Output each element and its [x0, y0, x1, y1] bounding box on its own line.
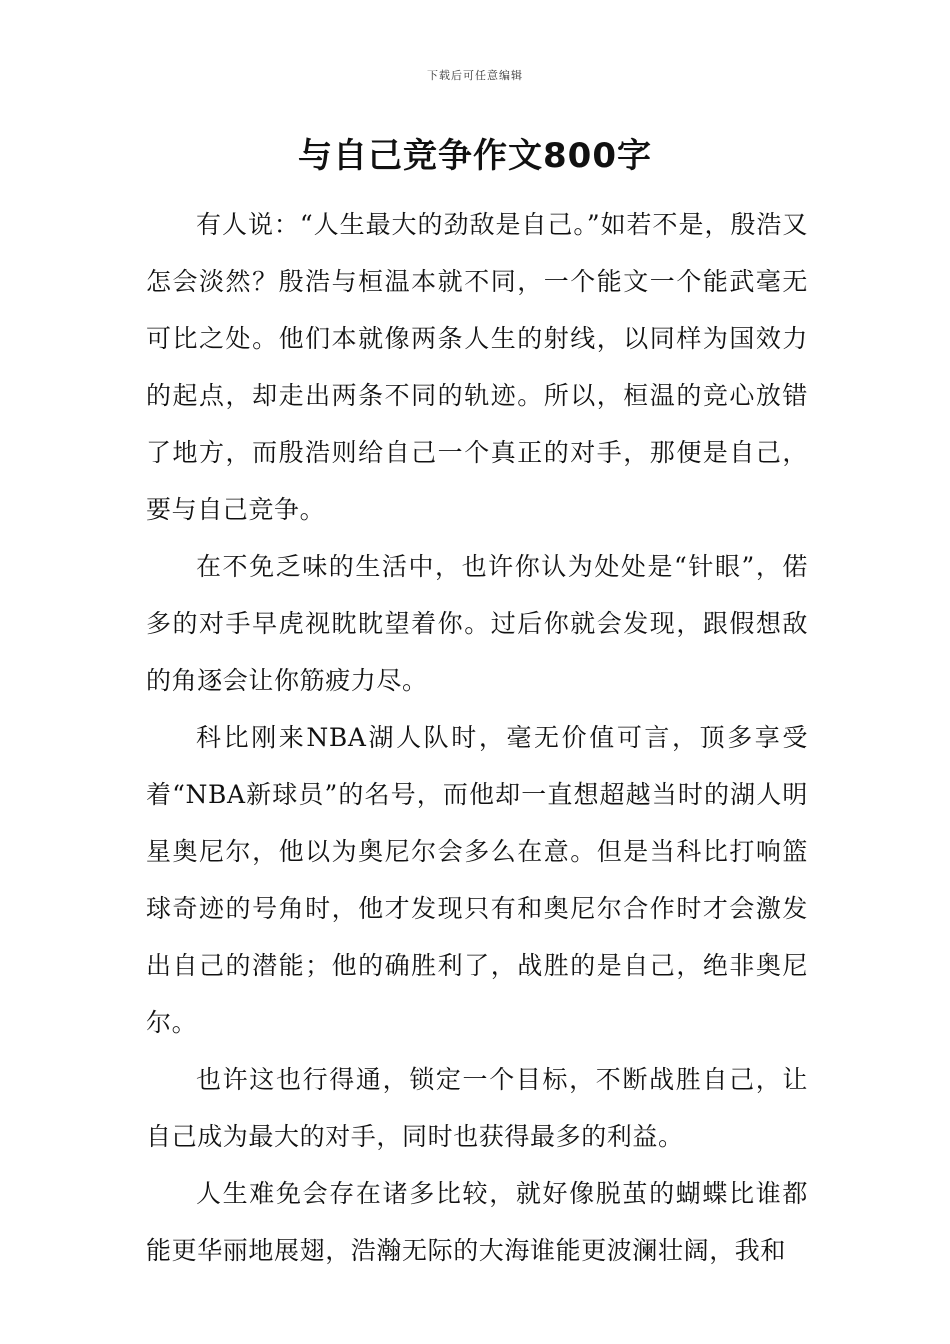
header-note: 下载后可任意编辑: [427, 69, 523, 82]
paragraph-2: 在不免乏味的生活中，也许你认为处处是“针眼”，偌多的对手早虎视眈眈望着你。过后你就会发现，跟假想敌的角逐会让你筋疲力尽。: [146, 552, 808, 695]
paragraph-3: 科比刚来NBA湖人队时，毫无价值可言，顶多享受着“NBA新球员”的名号，而他却一直想超越当时的湖人明星奥尼尔，他以为奥尼尔会多么在意。但是当科比打响篮球奇迹的号角时，他才发现只有和奥尼尔合作时才会激发出自己的潜能；他的确胜利了，战胜的是自己，绝非奥尼尔。: [146, 723, 808, 1037]
paragraph-4: 也许这也行得通，锁定一个目标，不断战胜自己，让自己成为最大的对手，同时也获得最多的利益。: [146, 1065, 808, 1151]
paragraph-5: 人生难免会存在诸多比较，就好像脱茧的蝴蝶比谁都能更华丽地展翅，浩瀚无际的大海谁能更波澜壮阔，我和: [146, 1179, 808, 1265]
paragraph-1: 有人说：“人生最大的劲敌是自己。”如若不是，殷浩又怎会淡然？殷浩与桓温本就不同，一个能文一个能武毫无可比之处。他们本就像两条人生的射线，以同样为国效力的起点，却走出两条不同的轨迹。所以，桓温的竞心放错了地方，而殷浩则给自己一个真正的对手，那便是自己，要与自己竞争。: [146, 210, 808, 524]
document-title: 与自己竞争作文800字: [298, 136, 652, 176]
document-body: [146, 196, 808, 1279]
